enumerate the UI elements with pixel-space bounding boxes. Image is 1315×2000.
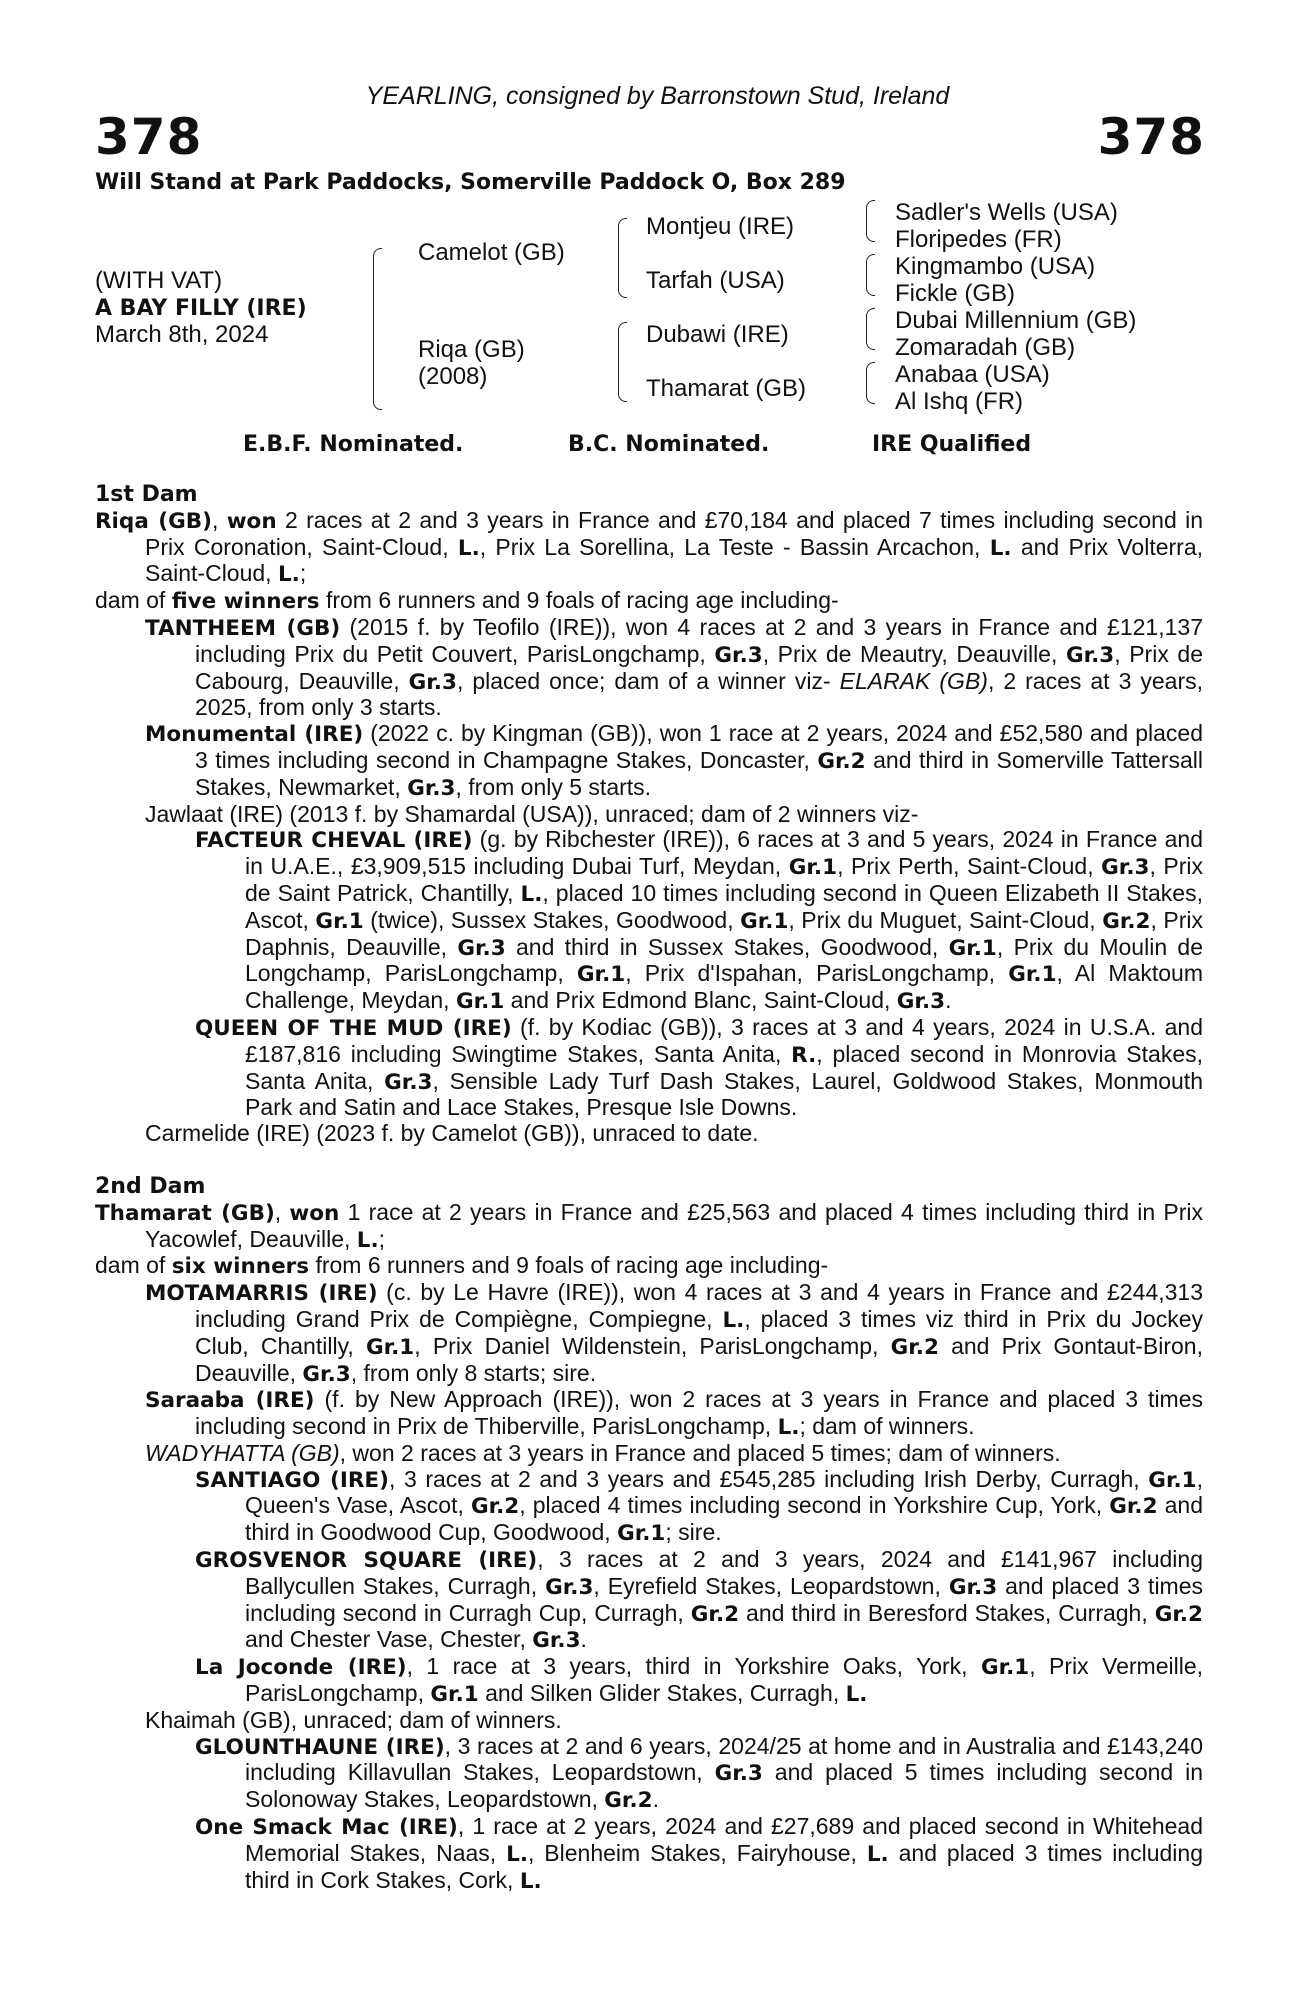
- sire-sire-name: Montjeu (IRE): [646, 213, 795, 240]
- sire-name: Camelot (GB): [418, 239, 565, 266]
- horse-name: A BAY FILLY (IRE): [95, 296, 307, 321]
- pedigree-brace-main: [373, 248, 382, 410]
- consignor-line: YEARLING, consigned by Barronstown Stud, Ireland: [365, 82, 950, 110]
- ire-qualified: IRE Qualified: [872, 432, 1032, 457]
- pedigree-brace-g2: [866, 254, 875, 296]
- grand-8: Al Ishq (FR): [895, 388, 1024, 415]
- lot-number-right: 378: [1097, 108, 1205, 166]
- listed-tag: L.: [277, 562, 300, 588]
- listed-tag: L.: [989, 535, 1012, 561]
- first-dam-record-text: ;: [299, 560, 307, 587]
- pedigree-brace-dam: [618, 322, 627, 402]
- produce-text: from 6 runners and 9 foals of racing age including-: [319, 587, 839, 614]
- produce-entry-one-smack-mac: One Smack Mac (IRE), 1 race at 2 years, 2024 and £27,689 and placed second in Whitehead Memorial Stakes, Naas, L., Blenheim Stakes, Fairyhouse, L. and placed 3 times including third in Cork Stakes, Cork, L.: [195, 1813, 1203, 1894]
- first-dam-name: Riqa (GB): [95, 508, 212, 534]
- grand-3: Kingmambo (USA): [895, 253, 1096, 280]
- listed-tag: L.: [356, 1227, 379, 1253]
- ebf-nominated: E.B.F. Nominated.: [243, 432, 464, 457]
- pedigree-brace-sire: [618, 218, 627, 298]
- pedigree-brace-g1: [866, 200, 875, 242]
- dam-name: Riqa (GB): [418, 336, 525, 363]
- second-dam-record: Thamarat (GB), won 1 race at 2 years in France and £25,563 and placed 4 times including third in Prix Yacowlef, Deauville, L.;: [95, 1198, 1204, 1253]
- produce-text: from 6 runners and 9 foals of racing age including-: [309, 1252, 829, 1279]
- listed-tag: L.: [457, 535, 480, 561]
- dam-sire-name: Dubawi (IRE): [646, 321, 789, 348]
- produce-entry-monumental: Monumental (IRE) (2022 c. by Kingman (GB)), won 1 race at 2 years, 2024 and £52,580 and placed 3 times including second in Champagne Stakes, Doncaster, Gr.2 and third in Somerville Tattersall Stakes, Newmarket, Gr.3, from only 5 starts.: [145, 720, 1203, 801]
- dam-year: (2008): [418, 363, 488, 390]
- dam-dam-name: Thamarat (GB): [646, 375, 807, 402]
- first-dam-heading: 1st Dam: [95, 482, 198, 507]
- catalogue-body: [95, 482, 1203, 1894]
- produce-text: dam of: [95, 1252, 172, 1279]
- produce-entry-facteur-cheval: FACTEUR CHEVAL (IRE) (g. by Ribchester (IRE)), 6 races at 3 and 5 years, 2024 in France and in U.A.E., £3,909,515 including Dubai Turf, Meydan, Gr.1, Prix Perth, Saint-Cloud, Gr.3, Prix de Saint Patrick, Chantilly, L., placed 10 times including second in Queen Elizabeth II Stakes, Ascot, Gr.1 (twice), Sussex Stakes, Goodwood, Gr.1, Prix du Muguet, Saint-Cloud, Gr.2, Prix Daphnis, Deauville, Gr.3 and third in Sussex Stakes, Goodwood, Gr.1, Prix du Moulin de Longchamp, ParisLongchamp, Gr.1, Prix d'Ispahan, ParisLongchamp, Gr.1, Al Maktoum Challenge, Meydan, Gr.1 and Prix Edmond Blanc, Saint-Cloud, Gr.3.: [195, 826, 1204, 1015]
- pedigree-brace-g4: [866, 362, 875, 404]
- produce-entry-la-joconde: La Joconde (IRE), 1 race at 3 years, third in Yorkshire Oaks, York, Gr.1, Prix Vermeille, ParisLongchamp, Gr.1 and Silken Glider Stakes, Curragh, L.: [195, 1653, 1204, 1708]
- second-dam-produce-summary: [95, 1253, 1203, 1280]
- grand-6: Zomaradah (GB): [895, 334, 1076, 361]
- produce-entry-khaimah: Khaimah (GB), unraced; dam of winners.: [145, 1706, 562, 1733]
- vat-label: (WITH VAT): [95, 267, 223, 294]
- pedigree-brace-g3: [866, 308, 875, 350]
- foaling-date: March 8th, 2024: [95, 321, 269, 348]
- location-line: Will Stand at Park Paddocks, Somerville Paddock O, Box 289: [95, 170, 846, 195]
- second-dam-heading: 2nd Dam: [95, 1173, 206, 1199]
- produce-entry-santiago: SANTIAGO (IRE), 3 races at 2 and 3 years and £545,285 including Irish Derby, Curragh, Gr.1, Queen's Vase, Ascot, Gr.2, placed 4 times including second in Yorkshire Cup, York, Gr.2 and third in Goodwood Cup, Goodwood, Gr.1; sire.: [195, 1465, 1203, 1547]
- produce-entry-carmelide: Carmelide (IRE) (2023 f. by Camelot (GB)), unraced to date.: [145, 1120, 759, 1147]
- produce-entry-jawlaat: Jawlaat (IRE) (2013 f. by Shamardal (USA)), unraced; dam of 2 winners viz-: [145, 800, 919, 827]
- produce-entry-motamarris: MOTAMARRIS (IRE) (c. by Le Havre (IRE)), won 4 races at 3 and 4 years in France and £244,313 including Grand Prix de Compiègne, Compiegne, L., placed 3 times viz third in Prix du Jockey Club, Chantilly, Gr.1, Prix Daniel Wildenstein, ParisLongchamp, Gr.2 and Prix Gontaut-Biron, Deauville, Gr.3, from only 8 starts; sire.: [145, 1279, 1204, 1387]
- first-dam-record: Riqa (GB), won 2 races at 2 and 3 years in France and £70,184 and placed 7 times including second in Prix Coronation, Saint-Cloud, L., Prix La Sorellina, La Teste - Bassin Arcachon, L. and Prix Volterra, Saint-Cloud, L.;: [95, 506, 1204, 588]
- produce-entry-saraaba: Saraaba (IRE) (f. by New Approach (IRE)), won 2 races at 3 years in France and placed 3 times including second in Prix de Thiberville, ParisLongchamp, L.; dam of winners.: [145, 1386, 1204, 1441]
- first-dam-produce-summary: [95, 588, 1203, 615]
- winners-count: six winners: [171, 1254, 310, 1280]
- second-dam-record-text: 1 race at 2 years in France and £25,563 and placed 4 times including third in Prix Yacowlef, Deauville,: [145, 1198, 1204, 1252]
- winners-count: five winners: [171, 589, 320, 615]
- first-dam-record-text: , Prix La Sorellina, La Teste - Bassin Arcachon,: [479, 533, 990, 560]
- lot-number-left: 378: [95, 108, 203, 166]
- grand-2: Floripedes (FR): [895, 226, 1062, 253]
- produce-entry-glounthaune: GLOUNTHAUNE (IRE), 3 races at 2 and 6 years, 2024/25 at home and in Australia and £143,240 including Killavullan Stakes, Leopardstown, Gr.3 and placed 5 times including second in Solonoway Stakes, Leopardstown, Gr.2.: [195, 1732, 1204, 1814]
- grand-5: Dubai Millennium (GB): [895, 307, 1137, 334]
- second-dam-name: Thamarat (GB): [95, 1200, 275, 1226]
- first-dam-won: won: [226, 508, 277, 534]
- produce-entry-grosvenor-square: GROSVENOR SQUARE (IRE), 3 races at 2 and 3 years, 2024 and £141,967 including Ballycullen Stakes, Curragh, Gr.3, Eyrefield Stakes, Leopardstown, Gr.3 and placed 3 times including second in Curragh Cup, Curragh, Gr.2 and third in Beresford Stakes, Curragh, Gr.2 and Chester Vase, Chester, Gr.3.: [195, 1546, 1204, 1654]
- bc-nominated: B.C. Nominated.: [568, 432, 770, 457]
- grand-7: Anabaa (USA): [895, 361, 1050, 388]
- grand-4: Fickle (GB): [895, 280, 1015, 307]
- produce-entry-tantheem: TANTHEEM (GB) (2015 f. by Teofilo (IRE)), won 4 races at 2 and 3 years in France and £121,137 including Prix du Petit Couvert, ParisLongchamp, Gr.3, Prix de Meautry, Deauville, Gr.3, Prix de Cabourg, Deauville, Gr.3, placed once; dam of a winner viz- ELARAK (GB), 2 races at 3 years, 2025, from only 3 starts.: [145, 613, 1203, 721]
- produce-text: dam of: [95, 587, 172, 614]
- second-dam-record-text: ;: [378, 1225, 386, 1252]
- produce-entry-wadyhatta: WADYHATTA (GB), won 2 races at 3 years in France and placed 5 times; dam of winners.: [145, 1439, 1061, 1466]
- first-dam-record-text: 2 races at 2 and 3 years in France and £70,184 and placed 7 times including second in Prix Coronation, Saint-Cloud,: [145, 506, 1203, 560]
- first-dam-record-text: and Prix Volterra, Saint-Cloud,: [145, 533, 1204, 587]
- grand-1: Sadler's Wells (USA): [895, 199, 1118, 226]
- produce-entry-queen-of-the-mud: QUEEN OF THE MUD (IRE) (f. by Kodiac (GB)), 3 races at 3 and 4 years, 2024 in U.S.A. and £187,816 including Swingtime Stakes, Santa Anita, R., placed second in Monrovia Stakes, Santa Anita, Gr.3, Sensible Lady Turf Dash Stakes, Laurel, Goldwood Stakes, Monmouth Park and Satin and Lace Stakes, Presque Isle Downs.: [195, 1013, 1203, 1121]
- second-dam-won: won: [289, 1200, 340, 1226]
- sire-dam-name: Tarfah (USA): [646, 267, 785, 294]
